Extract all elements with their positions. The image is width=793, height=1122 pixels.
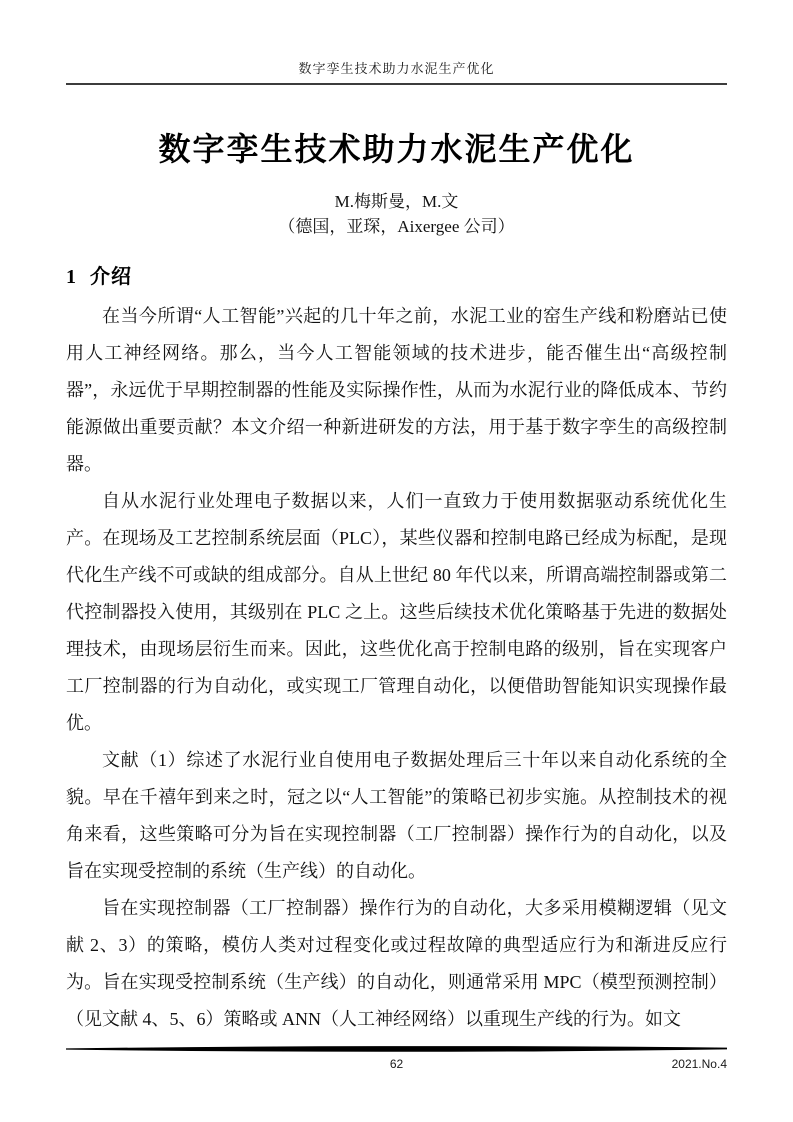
affiliation-line: （德国，亚琛，Aixergee 公司） — [278, 217, 515, 236]
section-heading — [66, 263, 727, 291]
footer-divider-bar — [66, 1045, 727, 1054]
header-rule — [66, 83, 727, 85]
footer-row — [66, 1056, 727, 1072]
section-label: 介绍 — [90, 266, 132, 288]
paragraph-intro-2: 自从水泥行业处理电子数据以来，人们一直致力于使用数据驱动系统优化生产。在现场及工艺控制系统层面（PLC），某些仪器和控制电路已经成为标配，是现代化生产线不可或缺的组成部分。自从上世纪 80 年代以来，所谓高端控制器或第二代控制器投入使用，其级别在 PLC 之上。这些后续技术优化策略基于先进的数据处理技术，由现场层衍生而来。因此，这些优化高于控制电路的级别，旨在实现客户工厂控制器的行为自动化，或实现工厂管理自动化，以便借助智能知识实现操作最优。 — [66, 491, 727, 733]
paragraph-intro-3: 文献（1）综述了水泥行业自使用电子数据处理后三十年以来自动化系统的全貌。早在千禧年到来之时，冠之以“人工智能”的策略已初步实施。从控制技术的视角来看，这些策略可分为旨在实现控制器（工厂控制器）操作行为的自动化，以及旨在实现受控制的系统（生产线）的自动化。 — [66, 750, 727, 881]
issue-label: 2021.No.4 — [671, 1057, 727, 1071]
page-header — [0, 0, 793, 85]
paragraph-intro-4: 旨在实现控制器（工厂控制器）操作行为的自动化，大多采用模糊逻辑（见文献 2、3）的策略，模仿人类对过程变化或过程故障的典型适应行为和渐进反应行为。旨在实现受控制系统（生产线）的自动化，则通常采用 MPC（模型预测控制）（见文献 4、5、6）策略或 ANN（人工神经网络）以重现生产线的行为。如文 — [66, 898, 727, 1029]
paragraph-intro-1: 在当今所谓“人工智能”兴起的几十年之前，水泥工业的窑生产线和粉磨站已使用人工神经网络。那么，当今人工智能领域的技术进步，能否催生出“高级控制器”，永远优于早期控制器的性能及实际操作性，从而为水泥行业的降低成本、节约能源做出重要贡献？本文介绍一种新进研发的方法，用于基于数字孪生的高级控制器。 — [66, 306, 727, 474]
page-number: 62 — [389, 1057, 404, 1071]
page-footer — [66, 1045, 727, 1072]
article-title: 数字孪生技术助力水泥生产优化 — [158, 131, 635, 167]
running-header-title: 数字孪生技术助力水泥生产优化 — [298, 61, 495, 76]
authors-line: M.梅斯曼，M.文 — [334, 192, 459, 211]
section-number: 1 — [66, 266, 76, 288]
article-body — [0, 127, 793, 1038]
